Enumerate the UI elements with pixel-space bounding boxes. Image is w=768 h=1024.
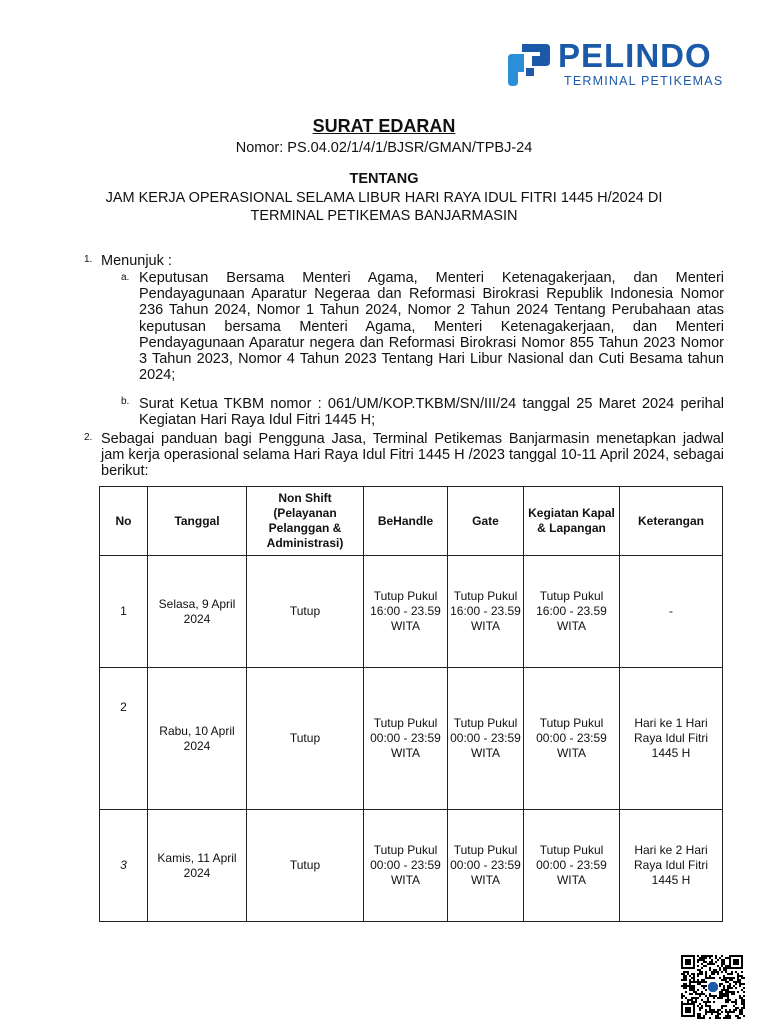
cell-behandle: Tutup Pukul 00:00 - 23:59 WITA bbox=[364, 810, 448, 922]
header-keterangan: Keterangan bbox=[620, 487, 723, 556]
item-1a-letter: a. bbox=[121, 272, 130, 283]
cell-kegiatan: Tutup Pukul 00:00 - 23:59 WITA bbox=[524, 668, 620, 810]
item-2-number: 2. bbox=[84, 432, 93, 443]
cell-no: 2 bbox=[100, 668, 148, 810]
document-subject bbox=[70, 189, 698, 225]
logo-brand-text: PELINDO bbox=[558, 37, 712, 74]
cell-kegiatan: Tutup Pukul 00:00 - 23:59 WITA bbox=[524, 810, 620, 922]
cell-keterangan: - bbox=[620, 556, 723, 668]
cell-nonshift: Tutup bbox=[247, 810, 364, 922]
cell-nonshift: Tutup bbox=[247, 556, 364, 668]
header-nonshift: Non Shift (Pelayanan Pelanggan & Administrasi) bbox=[247, 487, 364, 556]
schedule-table bbox=[99, 486, 723, 922]
subject-line-1: JAM KERJA OPERASIONAL SELAMA LIBUR HARI RAYA IDUL FITRI 1445 H/2024 DI bbox=[105, 190, 663, 206]
item-1a-text: Keputusan Bersama Menteri Agama, Menteri Ketenagakerjaan, dan Menteri Pendayagunaan Aparatur Negeraa dan Reformasi Birokrasi Republik Indonesia Nomor 236 Tahun 2024, Nomor 1 Tahun 2024, Nomor 2 Tahun 2024 Tentang Perubahaan atas keputusan bersama Menteri Agama, Menteri Ketenagakerjaan, dan Menteri Pendayagunaan Aparatur negera dan Reformasi Birokrasi Nomor 855 Tahun 2023 Nomor 3 Tahun 2023, Nomor 4 Tahun 2023 Tentang Hari Libur Nasional dan Cuti Besama tahun 2024; bbox=[139, 270, 724, 384]
cell-no: 3 bbox=[100, 810, 148, 922]
table-row bbox=[100, 556, 723, 668]
cell-no: 1 bbox=[100, 556, 148, 668]
logo-subtitle: TERMINAL PETIKEMAS bbox=[564, 74, 724, 88]
cell-tanggal: Kamis, 11 April 2024 bbox=[148, 810, 247, 922]
cell-gate: Tutup Pukul 00:00 - 23:59 WITA bbox=[448, 810, 524, 922]
table-row bbox=[100, 668, 723, 810]
item-1-text: Menunjuk : bbox=[101, 253, 172, 269]
header-kegiatan: Kegiatan Kapal & Lapangan bbox=[524, 487, 620, 556]
header-behandle: BeHandle bbox=[364, 487, 448, 556]
item-1b-text: Surat Ketua TKBM nomor : 061/UM/KOP.TKBM/SN/III/24 tanggal 25 Maret 2024 perihal Kegiatan Hari Raya Idul Fitri 1445 H; bbox=[139, 396, 724, 429]
pelindo-logo-mark-icon bbox=[508, 42, 550, 86]
cell-keterangan: Hari ke 1 Hari Raya Idul Fitri 1445 H bbox=[620, 668, 723, 810]
cell-tanggal: Rabu, 10 April 2024 bbox=[148, 668, 247, 810]
header-gate: Gate bbox=[448, 487, 524, 556]
cell-kegiatan: Tutup Pukul 16:00 - 23.59 WITA bbox=[524, 556, 620, 668]
cell-keterangan: Hari ke 2 Hari Raya Idul Fitri 1445 H bbox=[620, 810, 723, 922]
cell-gate: Tutup Pukul 16:00 - 23.59 WITA bbox=[448, 556, 524, 668]
cell-nonshift: Tutup bbox=[247, 668, 364, 810]
table-header-row bbox=[100, 487, 723, 556]
header-tanggal: Tanggal bbox=[148, 487, 247, 556]
cell-gate: Tutup Pukul 00:00 - 23:59 WITA bbox=[448, 668, 524, 810]
item-1-number: 1. bbox=[84, 254, 93, 265]
item-1b-letter: b. bbox=[121, 396, 130, 407]
item-2-text: Sebagai panduan bagi Pengguna Jasa, Terminal Petikemas Banjarmasin menetapkan jadwal jam kerja operasional selama Hari Raya Idul Fitri 1445 H /2023 tanggal 10-11 April 2024, sebagai berikut: bbox=[101, 431, 724, 480]
document-number: Nomor: PS.04.02/1/4/1/BJSR/GMAN/TPBJ-24 bbox=[235, 140, 533, 156]
document-title: SURAT EDARAN bbox=[312, 116, 456, 136]
pelindo-logo bbox=[508, 37, 724, 88]
qr-code-icon bbox=[681, 955, 745, 1019]
cell-behandle: Tutup Pukul 16:00 - 23.59 WITA bbox=[364, 556, 448, 668]
cell-behandle: Tutup Pukul 00:00 - 23:59 WITA bbox=[364, 668, 448, 810]
subject-line-2: TERMINAL PETIKEMAS BANJARMASIN bbox=[250, 208, 518, 224]
cell-tanggal: Selasa, 9 April 2024 bbox=[148, 556, 247, 668]
table-row bbox=[100, 810, 723, 922]
tentang-heading: TENTANG bbox=[349, 171, 419, 187]
header-no: No bbox=[100, 487, 148, 556]
